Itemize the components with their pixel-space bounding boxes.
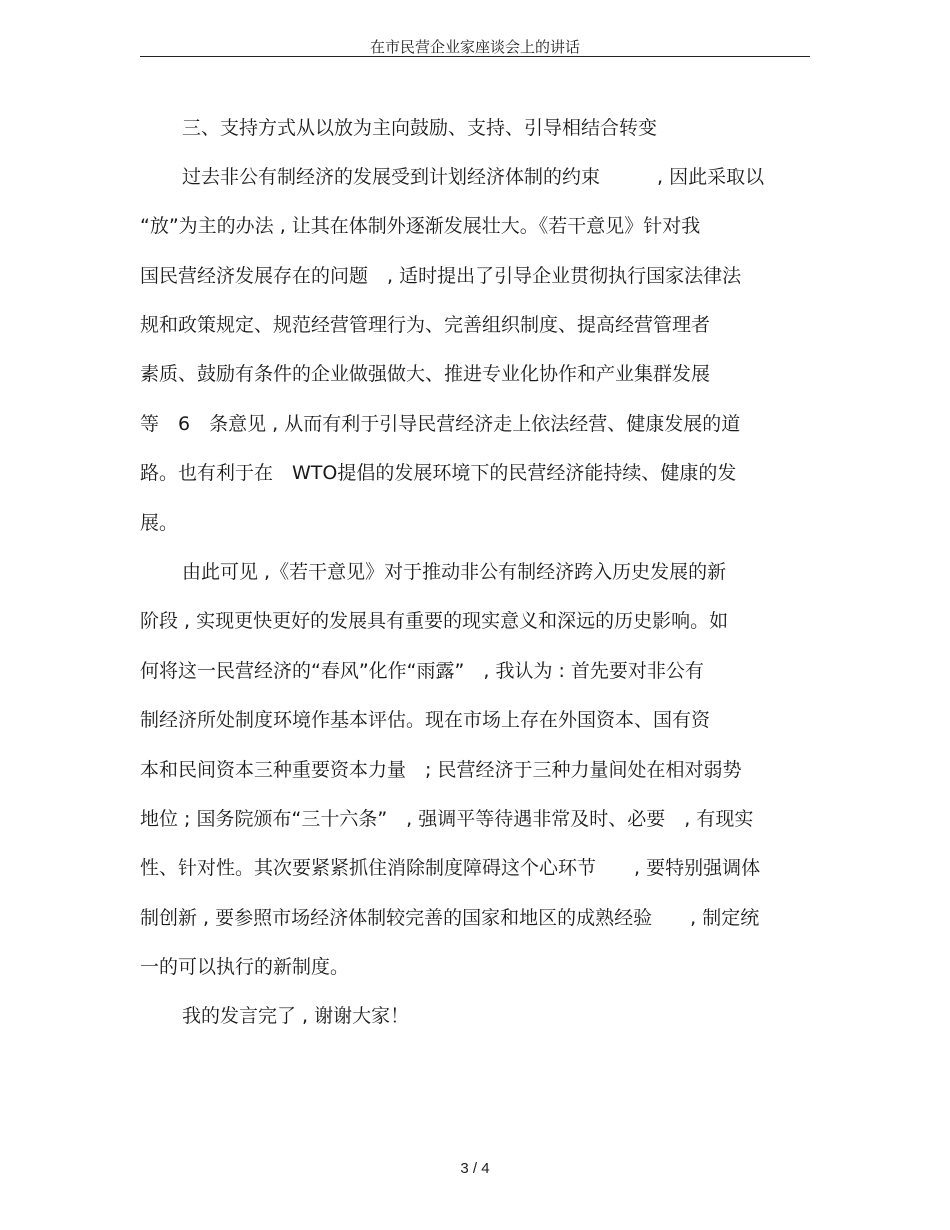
paragraph-line: 展。	[140, 512, 179, 534]
paragraph-line: 何将这一民营经济的“春风”化作“雨露” , 我认为 : 首先要对非公有	[140, 660, 704, 682]
paragraph-line: 制创新 , 要参照市场经济体制较完善的国家和地区的成熟经验 , 制定统	[140, 907, 760, 929]
document-header-title: 在市民营企业家座谈会上的讲话	[369, 38, 580, 56]
paragraph-line: 制经济所处制度环境作基本评估。现在市场上存在外国资本、国有资	[140, 709, 711, 731]
paragraph-line: 地位 ; 国务院颁布“三十六条” , 强调平等待遇非常及时、必要 , 有现实	[140, 808, 754, 830]
paragraph-line: 性、针对性。其次要紧紧抓住消除制度障碍这个心环节 , 要特别强调体	[140, 857, 761, 879]
section-heading: 三、支持方式从以放为主向鼓励、支持、引导相结合转变	[182, 117, 658, 139]
paragraph-line: 等 6 条意见 , 从而有利于引导民营经济走上依法经营、健康发展的道	[140, 413, 741, 435]
paragraph-line: 过去非公有制经济的发展受到计划经济体制的约束 , 因此采取以	[182, 166, 765, 188]
paragraph-line: 阶段 , 实现更快更好的发展具有重要的现实意义和深远的历史影响。如	[140, 610, 729, 632]
page-number: 3 / 4	[460, 1160, 490, 1177]
paragraph-line: 规和政策规定、规范经营管理行为、完善组织制度、提高经营管理者	[140, 314, 711, 336]
paragraph-line: “放”为主的办法 , 让其在体制外逐渐发展壮大。《若干意见》针对我	[140, 215, 701, 237]
paragraph-line: 一的可以执行的新制度。	[140, 956, 350, 978]
closing-line: 我的发言完了 , 谢谢大家！	[182, 1005, 410, 1027]
paragraph-line: 素质、鼓励有条件的企业做强做大、推进专业化协作和产业集群发展	[140, 363, 711, 385]
paragraph-line: 由此可见 ,《若干意见》对于推动非公有制经济跨入历史发展的新	[182, 561, 727, 583]
paragraph-line: 路。也有利于在 WTO提倡的发展环境下的民营经济能持续、健康的发	[140, 462, 737, 484]
paragraph-line: 国民营经济发展存在的问题 , 适时提出了引导企业贯彻执行国家法律法	[140, 265, 742, 287]
paragraph-line: 本和民间资本三种重要资本力量 ; 民营经济于三种力量间处在相对弱势	[140, 759, 742, 781]
header-divider	[140, 56, 810, 57]
